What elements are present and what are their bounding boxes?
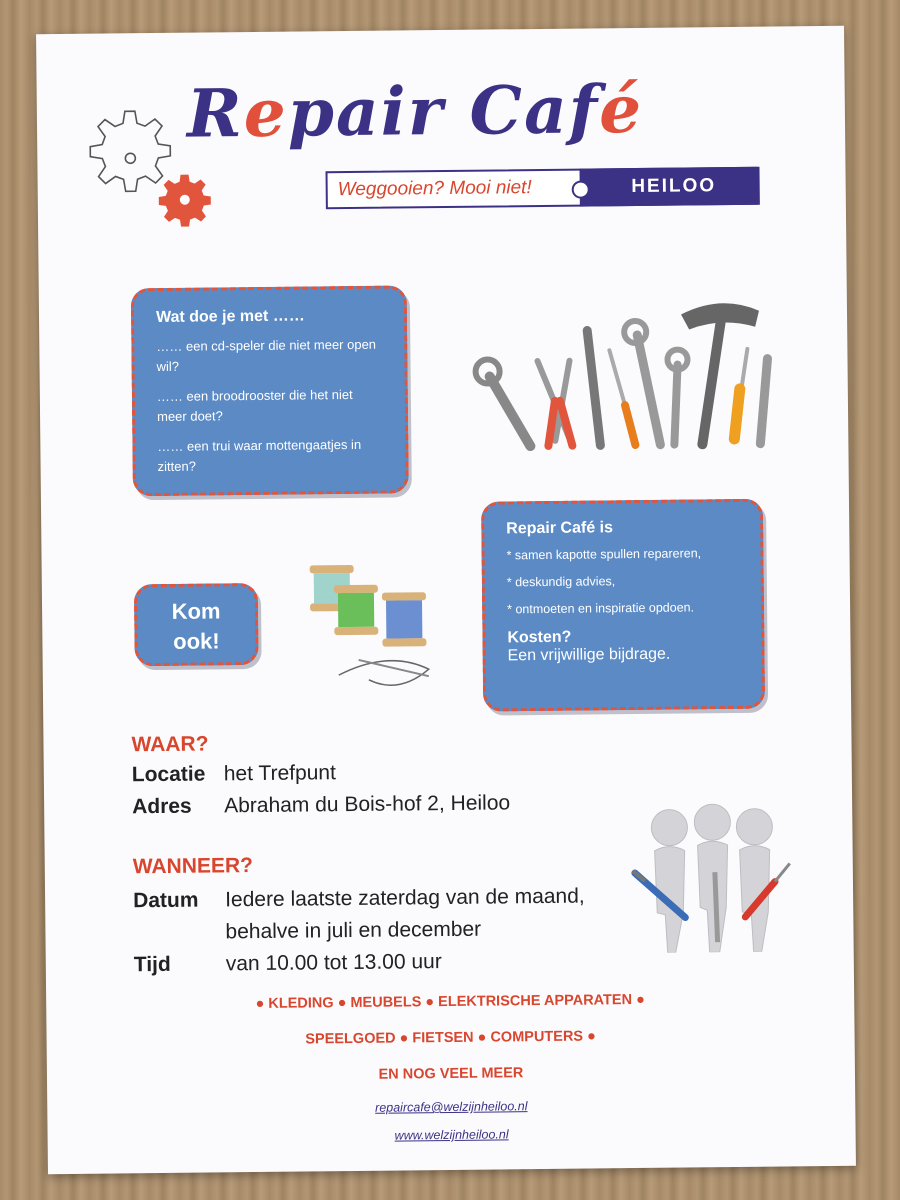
- thread-spools-illustration: [298, 554, 439, 695]
- where-heading: WAAR?: [131, 732, 209, 757]
- location-badge: HEILOO: [579, 167, 759, 207]
- date-line-1: Iedere laatste zaterdag van de maand,: [225, 884, 585, 912]
- flyer: [36, 26, 856, 1174]
- questions-box: [131, 285, 409, 496]
- question-item: …… een cd-speler die niet meer open wil?: [156, 336, 377, 375]
- address-value: Abraham du Bois-hof 2, Heiloo: [224, 791, 511, 818]
- figures-with-tools-illustration: [624, 801, 796, 953]
- categories-line: EN NOG VEEL MEER: [378, 1065, 524, 1083]
- categories-line: ● KLEDING ● MEUBELS ● ELEKTRISCHE APPARATEN ●: [255, 991, 645, 1013]
- question-item: …… een trui waar mottengaatjes in zitten?: [157, 436, 362, 475]
- categories-line: SPEELGOED ● FIETSEN ● COMPUTERS ●: [305, 1028, 596, 1048]
- page-title: Repair Café: [186, 69, 644, 153]
- cta-line: Kom: [171, 598, 221, 624]
- question-item: …… een broodrooster die het niet meer doet?: [156, 386, 353, 425]
- about-item: * ontmoeten en inspiratie opdoen.: [507, 600, 695, 617]
- about-item: * deskundig advies,: [506, 574, 616, 590]
- website-link[interactable]: www.welzijnheiloo.nl: [394, 1127, 509, 1143]
- tools-illustration: [459, 288, 781, 451]
- when-heading: WANNEER?: [132, 854, 254, 879]
- tagline: Weggooien? Mooi niet!: [337, 177, 532, 201]
- time-label: Tijd: [133, 952, 171, 977]
- cta-line: ook!: [173, 628, 220, 654]
- location-value: het Trefpunt: [223, 761, 337, 786]
- cost-heading: Kosten?: [507, 628, 572, 647]
- cost-text: Een vrijwillige bijdrage.: [507, 645, 671, 665]
- small-gear-icon: [158, 172, 213, 227]
- location-label: Locatie: [131, 762, 206, 787]
- questions-heading: Wat doe je met ……: [155, 307, 305, 327]
- email-link[interactable]: repaircafe@welzijnheiloo.nl: [375, 1099, 528, 1115]
- about-heading: Repair Café is: [506, 519, 614, 538]
- date-line-2: behalve in juli en december: [225, 917, 482, 944]
- time-value: van 10.00 tot 13.00 uur: [225, 950, 442, 976]
- about-box: [481, 499, 765, 712]
- about-item: * samen kapotte spullen repareren,: [506, 546, 702, 563]
- kom-ook-badge: [134, 583, 259, 666]
- tagline-bar: [326, 167, 758, 210]
- date-label: Datum: [133, 888, 199, 913]
- tagline-dot: [572, 180, 590, 198]
- address-label: Adres: [132, 794, 192, 819]
